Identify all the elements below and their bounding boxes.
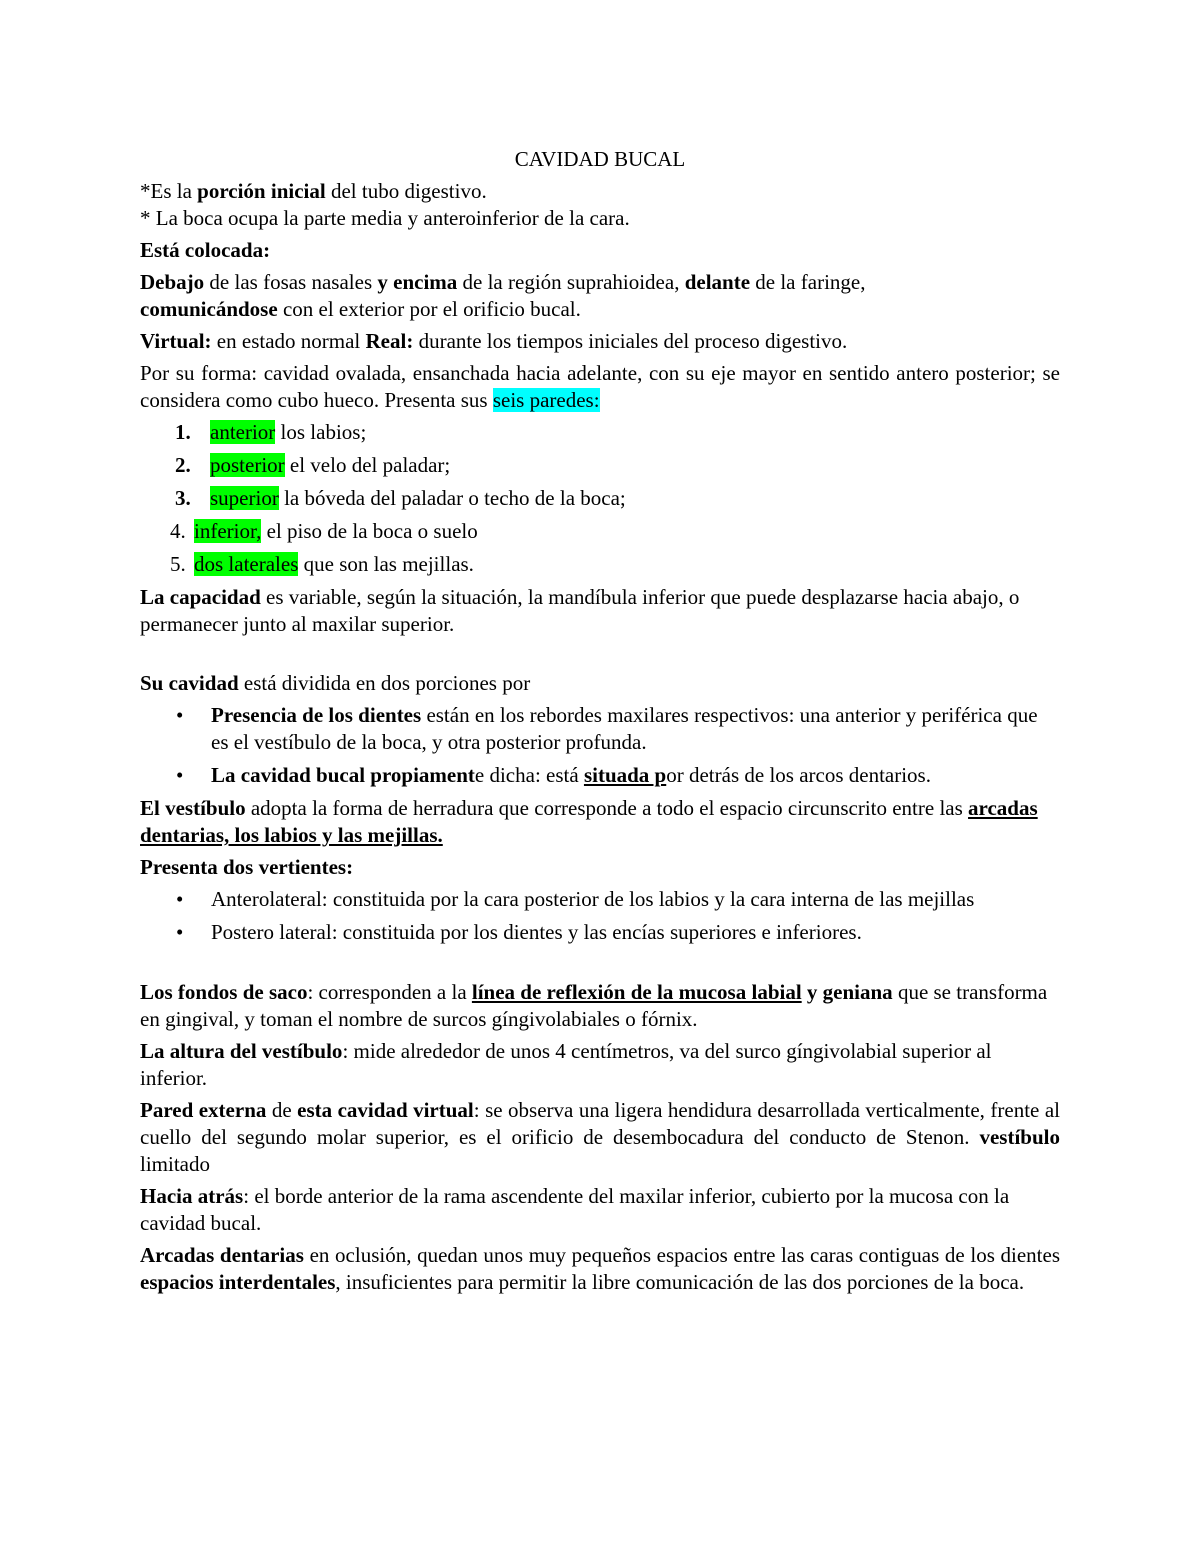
list-item: • La cavidad bucal propiamente dicha: está situada por detrás de los arcos dentarios.: [176, 763, 931, 787]
list-item: • Anterolateral: constituida por la cara posterior de los labios y la cara interna de las mejillas: [176, 887, 975, 911]
list-item: 4. inferior, el piso de la boca o suelo: [170, 519, 478, 543]
bullet-icon: •: [176, 920, 184, 944]
list-item: • Postero lateral: constituida por los dientes y las encías superiores e inferiores.: [176, 920, 862, 944]
walls-list: [140, 419, 1060, 578]
list-item: 3. superior la bóveda del paladar o techo de la boca;: [175, 486, 626, 510]
list-item: 1. anterior los labios;: [175, 420, 367, 444]
highlight-term: superior: [210, 486, 279, 510]
highlight-term: posterior: [210, 453, 285, 477]
list-item: • Presencia de los dientes están en los rebordes maxilares respectivos: una anterior y periférica que es el vestíbulo de la boca, y otra posterior profunda.: [176, 703, 1038, 754]
arcadas-paragraph: Arcadas dentarias en oclusión, quedan unos muy pequeños espacios entre las caras contiguas de los dientes espacios interdentales, insuficientes para permitir la libre comunicación de las dos porciones de la boca.: [140, 1243, 1061, 1294]
list-item: 2. posterior el velo del paladar;: [175, 453, 451, 477]
bullet-icon: •: [176, 763, 184, 787]
highlight-term: dos laterales: [194, 552, 299, 576]
blank-line: [140, 643, 1060, 670]
position-paragraph: Debajo de las fosas nasales y encima de la región suprahioidea, delante de la faringe, comunicándose con el exterior por el orificio bucal.: [140, 270, 866, 321]
forma-paragraph: Por su forma: cavidad ovalada, ensanchada hacia adelante, con su eje mayor en sentido antero posterior; se considera como cubo hueco. Presenta sus seis paredes:: [140, 361, 1060, 412]
highlight-term: inferior,: [194, 519, 262, 543]
highlight-term: anterior: [210, 420, 276, 444]
bullet-icon: •: [176, 887, 184, 911]
highlight-seis-paredes: seis paredes:: [492, 388, 600, 412]
atras-paragraph: Hacia atrás: el borde anterior de la rama ascendente del maxilar inferior, cubierto por la mucosa con la cavidad bucal.: [140, 1184, 1010, 1235]
bullet-icon: •: [176, 703, 184, 727]
fondos-paragraph: Los fondos de saco: corresponden a la línea de reflexión de la mucosa labial y geniana que se transforma en gingival, y toman el nombre de surcos gíngivolabiales o fórnix.: [140, 980, 1048, 1031]
intro-line-1: *Es la porción inicial del tubo digestivo.: [140, 179, 487, 203]
vertientes-list: [140, 886, 1060, 946]
page-title: CAVIDAD BUCAL: [514, 147, 686, 171]
list-item: 5. dos laterales que son las mejillas.: [170, 552, 474, 576]
vertientes-heading: Presenta dos vertientes:: [140, 855, 354, 879]
position-heading: Está colocada:: [140, 238, 271, 262]
capacidad-paragraph: La capacidad es variable, según la situación, la mandíbula inferior que puede desplazarse hacia abajo, o permanecer junto al maxilar superior.: [140, 585, 1020, 636]
virtual-real-paragraph: Virtual: en estado normal Real: durante los tiempos iniciales del proceso digestivo.: [140, 329, 848, 353]
division-paragraph: Su cavidad está dividida en dos porciones por: [140, 671, 531, 695]
division-list: [140, 702, 1060, 789]
vestibulo-paragraph: El vestíbulo adopta la forma de herradura que corresponde a todo el espacio circunscrito entre las arcadas dentarias, los labios y las mejillas.: [140, 796, 1038, 847]
document-body: [140, 146, 1060, 1301]
blank-line: [140, 952, 1060, 979]
altura-paragraph: La altura del vestíbulo: mide alrededor de unos 4 centímetros, va del surco gíngivolabial superior al inferior.: [140, 1039, 992, 1090]
intro-line-2: * La boca ocupa la parte media y anteroinferior de la cara.: [140, 206, 630, 230]
pared-paragraph: Pared externa de esta cavidad virtual: se observa una ligera hendidura desarrollada verticalmente, frente al cuello del segundo molar superior, es el orificio de desembocadura del conducto de Stenon. vestíbulo limitado: [140, 1098, 1060, 1176]
